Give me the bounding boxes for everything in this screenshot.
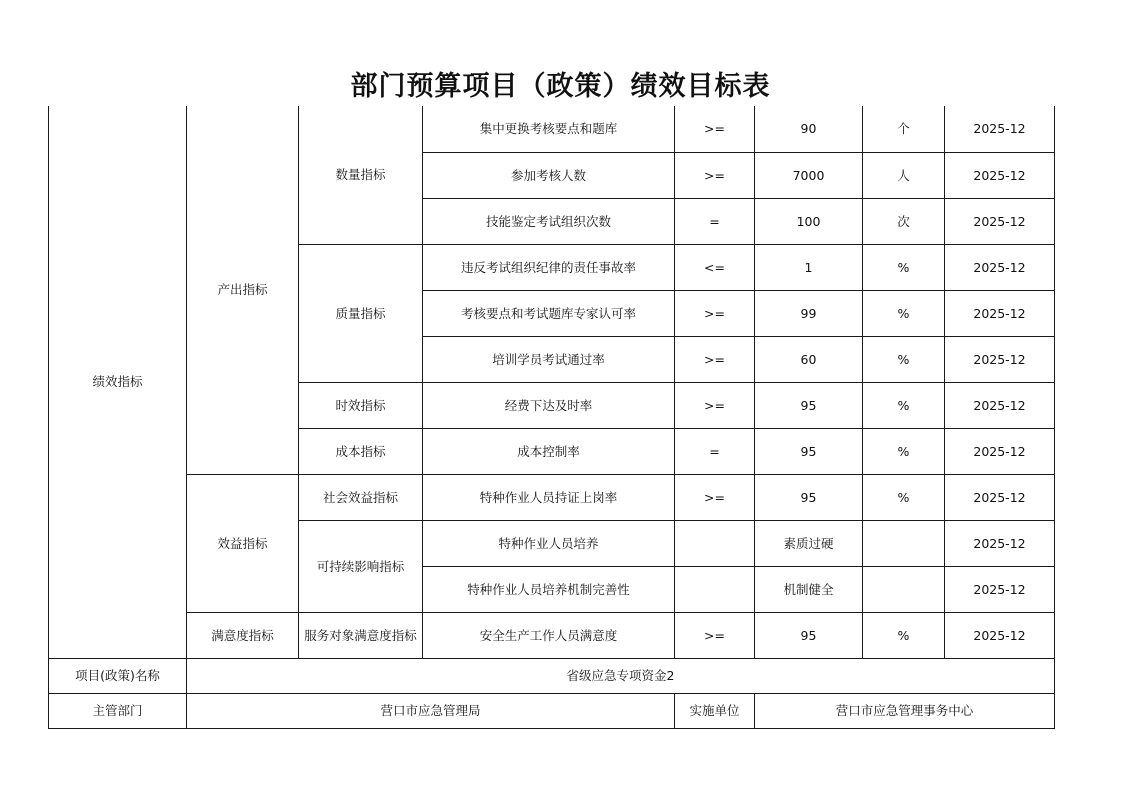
subgroup-cost: 成本指标 — [299, 428, 423, 474]
level1-cell: 绩效指标 — [49, 106, 187, 658]
date-cell: 2025-12 — [945, 566, 1055, 612]
unit-cell: % — [863, 382, 945, 428]
indicator-cell: 违反考试组织纪律的责任事故率 — [423, 244, 675, 290]
value-cell: 60 — [755, 336, 863, 382]
date-cell: 2025-12 — [945, 290, 1055, 336]
group-output: 产出指标 — [187, 106, 299, 474]
value-cell: 100 — [755, 198, 863, 244]
operator-cell: >= — [675, 336, 755, 382]
unit-cell: % — [863, 290, 945, 336]
operator-cell: >= — [675, 152, 755, 198]
date-cell: 2025-12 — [945, 428, 1055, 474]
performance-target-table — [48, 106, 1055, 729]
group-benefit: 效益指标 — [187, 474, 299, 612]
group-satisfaction: 满意度指标 — [187, 612, 299, 658]
project-row — [49, 658, 1055, 693]
value-cell: 7000 — [755, 152, 863, 198]
department-value: 营口市应急管理局 — [187, 693, 675, 728]
value-cell: 95 — [755, 428, 863, 474]
subgroup-quantity: 数量指标 — [299, 106, 423, 244]
table-row — [49, 612, 1055, 658]
unit-cell: % — [863, 612, 945, 658]
value-cell: 99 — [755, 290, 863, 336]
date-cell: 2025-12 — [945, 106, 1055, 152]
subgroup-social: 社会效益指标 — [299, 474, 423, 520]
indicator-cell: 集中更换考核要点和题库 — [423, 106, 675, 152]
operator-cell: <= — [675, 244, 755, 290]
implementer-value: 营口市应急管理事务中心 — [755, 693, 1055, 728]
table-row — [49, 474, 1055, 520]
value-cell: 1 — [755, 244, 863, 290]
date-cell: 2025-12 — [945, 198, 1055, 244]
indicator-cell: 安全生产工作人员满意度 — [423, 612, 675, 658]
operator-cell — [675, 520, 755, 566]
operator-cell: >= — [675, 612, 755, 658]
unit-cell — [863, 520, 945, 566]
value-cell: 机制健全 — [755, 566, 863, 612]
value-cell: 素质过硬 — [755, 520, 863, 566]
indicator-cell: 特种作业人员持证上岗率 — [423, 474, 675, 520]
unit-cell: 人 — [863, 152, 945, 198]
date-cell: 2025-12 — [945, 612, 1055, 658]
value-cell: 95 — [755, 474, 863, 520]
indicator-cell: 技能鉴定考试组织次数 — [423, 198, 675, 244]
operator-cell: >= — [675, 290, 755, 336]
date-cell: 2025-12 — [945, 520, 1055, 566]
unit-cell: % — [863, 428, 945, 474]
subgroup-sustainable: 可持续影响指标 — [299, 520, 423, 612]
implementer-label: 实施单位 — [675, 693, 755, 728]
indicator-cell: 特种作业人员培养 — [423, 520, 675, 566]
indicator-cell: 经费下达及时率 — [423, 382, 675, 428]
date-cell: 2025-12 — [945, 244, 1055, 290]
department-label: 主管部门 — [49, 693, 187, 728]
operator-cell: = — [675, 198, 755, 244]
unit-cell: % — [863, 336, 945, 382]
operator-cell — [675, 566, 755, 612]
project-label: 项目(政策)名称 — [49, 658, 187, 693]
value-cell: 90 — [755, 106, 863, 152]
value-cell: 95 — [755, 382, 863, 428]
unit-cell — [863, 566, 945, 612]
subgroup-service: 服务对象满意度指标 — [299, 612, 423, 658]
indicator-cell: 参加考核人数 — [423, 152, 675, 198]
unit-cell: % — [863, 244, 945, 290]
table-row — [49, 106, 1055, 152]
value-cell: 95 — [755, 612, 863, 658]
project-value: 省级应急专项资金2 — [187, 658, 1055, 693]
indicator-cell: 成本控制率 — [423, 428, 675, 474]
page-title: 部门预算项目（政策）绩效目标表 — [350, 71, 771, 102]
subgroup-timeliness: 时效指标 — [299, 382, 423, 428]
operator-cell: = — [675, 428, 755, 474]
subgroup-quality: 质量指标 — [299, 244, 423, 382]
date-cell: 2025-12 — [945, 474, 1055, 520]
operator-cell: >= — [675, 382, 755, 428]
unit-cell: % — [863, 474, 945, 520]
department-row — [49, 693, 1055, 728]
date-cell: 2025-12 — [945, 336, 1055, 382]
unit-cell: 个 — [863, 106, 945, 152]
date-cell: 2025-12 — [945, 152, 1055, 198]
unit-cell: 次 — [863, 198, 945, 244]
operator-cell: >= — [675, 106, 755, 152]
operator-cell: >= — [675, 474, 755, 520]
indicator-cell: 考核要点和考试题库专家认可率 — [423, 290, 675, 336]
date-cell: 2025-12 — [945, 382, 1055, 428]
indicator-cell: 特种作业人员培养机制完善性 — [423, 566, 675, 612]
indicator-cell: 培训学员考试通过率 — [423, 336, 675, 382]
